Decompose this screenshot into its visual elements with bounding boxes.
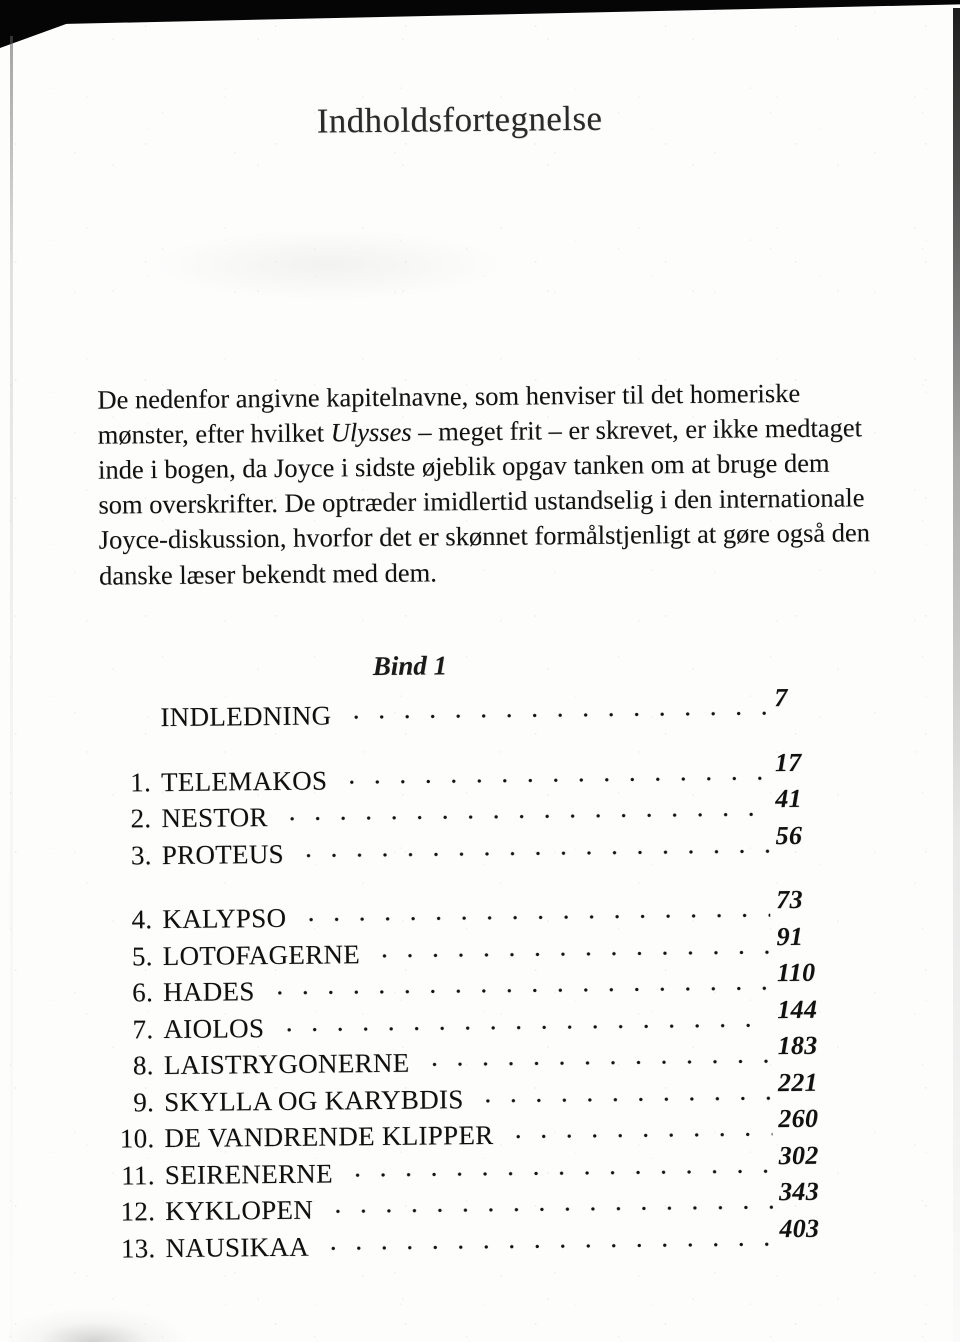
toc-entry-title: AIOLOS	[163, 1012, 265, 1044]
intro-text-after-italic: – meget frit – er skrevet, er ikke medtaget inde i bogen, da Joyce i sidste øjeblik opgav tanken om at bruge dem som overskrifter. De optræder imidlertid ustandselig i den internationale Joyce-diskussion, hvorfor det er skønnet formålstjenligt at gøre også den danske læser bekendt med dem.	[97, 412, 871, 591]
toc-entry-page-number: 260	[778, 1103, 819, 1134]
toc-entry-page-number: 183	[777, 1030, 818, 1061]
toc-entry-number: 1.	[130, 766, 152, 797]
toc-entry-page-number: 221	[777, 1067, 819, 1097]
toc-entry-number: 7.	[132, 1013, 154, 1044]
toc-entry-title: PROTEUS	[161, 838, 285, 870]
toc-entry-title: KALYPSO	[162, 902, 287, 935]
toc-dot-leader	[266, 968, 771, 1000]
toc-entry-title: TELEMAKOS	[160, 764, 328, 797]
toc-entry-title: NAUSIKAA	[165, 1231, 310, 1263]
intro-paragraph	[97, 375, 871, 594]
toc-entry-number: 12.	[120, 1196, 156, 1227]
toc-entry-number: 10.	[119, 1123, 155, 1154]
toc-entry-number: 4.	[131, 904, 153, 935]
toc-dot-leader	[296, 831, 770, 863]
toc-entry-page-number: 110	[776, 957, 816, 988]
toc-dot-leader	[325, 1187, 773, 1218]
toc-dot-leader	[276, 1005, 771, 1037]
toc-dot-leader	[339, 758, 769, 789]
toc-entry-page-number: 302	[778, 1140, 819, 1170]
toc-dot-leader	[280, 794, 770, 826]
toc-entry-page-number: 17	[774, 747, 802, 777]
toc-entry-page-number: 56	[775, 820, 803, 850]
toc-dot-leader	[345, 1151, 773, 1182]
toc-entry-page-number: 343	[778, 1176, 820, 1207]
toc-entry-number	[99, 726, 161, 727]
toc-entry-page-number: 7	[774, 683, 788, 713]
toc-entry-number: 6.	[132, 977, 154, 1008]
toc-dot-leader	[505, 1114, 772, 1144]
toc-dot-leader	[372, 932, 771, 963]
toc-entry-title: SEIRENERNE	[164, 1157, 333, 1190]
toc-entry-page-number: 73	[776, 884, 803, 915]
toc-entry-number: 11.	[121, 1159, 155, 1190]
table-of-contents	[98, 683, 863, 1266]
toc-entry-title: DE VANDRENDE KLIPPER	[164, 1119, 494, 1154]
toc-entry-title: NESTOR	[161, 802, 268, 834]
toc-dot-leader	[475, 1078, 772, 1108]
toc-entry-title: HADES	[162, 976, 255, 1008]
volume-label: Bind 1	[372, 650, 448, 682]
toc-entry-number: 13.	[120, 1232, 156, 1263]
toc-dot-leader	[421, 1041, 772, 1071]
intro-text-before-italic: De nedenfor angivne kapitelnavne, som henviser til det homeriske mønster, efter hvilket	[97, 377, 801, 450]
toc-entry-number: 8.	[132, 1050, 154, 1081]
toc-dot-leader	[321, 1224, 774, 1255]
toc-entry-page-number: 41	[775, 783, 802, 814]
intro-italic-title: Ulysses	[330, 416, 412, 448]
toc-entry-page-number: 91	[776, 921, 804, 951]
page-title: Indholdsfortegnelse	[316, 98, 603, 141]
toc-entry[interactable]	[98, 683, 858, 736]
toc-entry-title: LAISTRYGONERNE	[163, 1047, 410, 1081]
toc-entry-number: 3.	[130, 839, 152, 870]
toc-dot-leader	[343, 693, 768, 724]
toc-entry-title: LOTOFAGERNE	[162, 938, 361, 971]
toc-dot-leader	[298, 895, 770, 927]
toc-entry-title: SKYLLA OG KARYBDIS	[163, 1083, 464, 1117]
toc-entry[interactable]	[103, 1213, 863, 1267]
toc-entry[interactable]	[100, 820, 860, 874]
toc-entry-number: 2.	[130, 803, 152, 834]
toc-entry-title: KYKLOPEN	[165, 1194, 314, 1227]
toc-entry-page-number: 403	[779, 1213, 820, 1243]
toc-entry-number: 9.	[133, 1086, 155, 1117]
toc-entry-title: INDLEDNING	[160, 700, 332, 733]
toc-entry-page-number: 144	[777, 994, 818, 1024]
toc-entry-number: 5.	[131, 940, 153, 971]
